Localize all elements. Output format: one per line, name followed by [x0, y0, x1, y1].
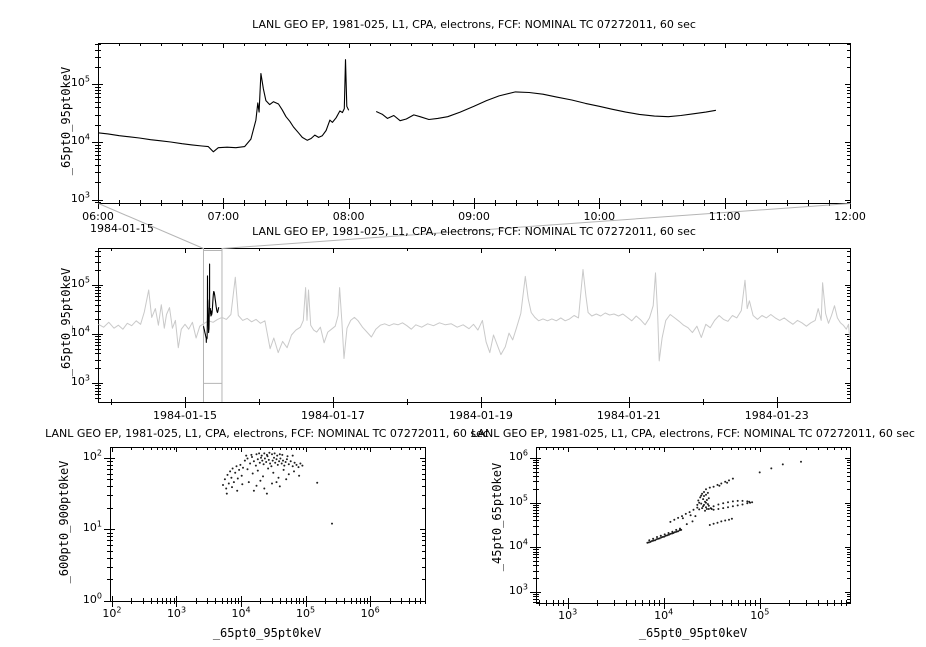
x-tick-label-flux: $10^5$ [296, 605, 316, 620]
y-tick-label-flux: $10^5$ [508, 493, 528, 508]
x-tick-label-date: 1984-01-23 [744, 409, 809, 422]
context-zoom-box[interactable] [203, 248, 221, 402]
x-tick-label-date: 1984-01-15 [153, 409, 217, 422]
panel-title-scatter-left: LANL GEO EP, 1981-025, L1, CPA, electrons, FCF: NOMINAL TC 07272011, 60 sec [45, 427, 489, 440]
y-axis-label-scatter-right: _45pt0_65pt0keV [490, 462, 504, 572]
x-tick-label-flux: $10^2$ [102, 605, 122, 620]
y-tick-label-flux: $10^0$ [82, 591, 102, 606]
context-highlight-series [210, 292, 218, 317]
panel-title-context: LANL GEO EP, 1981-025, L1, CPA, electrons, FCF: NOMINAL TC 07272011, 60 sec [252, 225, 696, 238]
y-tick-label-flux: $10^5$ [70, 74, 90, 90]
x-axis-date-label: 1984-01-15 [90, 222, 154, 235]
y-axis-label-context: _65pt0_95pt0keV [59, 267, 73, 377]
x-tick-label-flux: $10^3$ [558, 607, 578, 622]
flux-series-segment [98, 60, 349, 152]
y-tick-label-flux: $10^6$ [508, 448, 528, 464]
x-tick-label-time: 08:00 [332, 210, 365, 223]
x-tick-label-date: 1984-01-17 [300, 409, 365, 422]
x-tick-label-flux: $10^4$ [231, 605, 251, 620]
x-tick-label-time: 10:00 [583, 210, 616, 223]
x-tick-label-flux: $10^5$ [750, 607, 770, 622]
y-tick-label-flux: $10^4$ [70, 324, 90, 340]
x-tick-label-flux: $10^4$ [654, 607, 674, 622]
x-tick-label-date: 1984-01-19 [448, 409, 513, 422]
x-tick-label-time: 09:00 [458, 210, 490, 223]
x-tick-label-time: 11:00 [708, 210, 741, 223]
x-tick-label-flux: $10^3$ [166, 605, 187, 620]
y-tick-label-flux: $10^4$ [508, 537, 528, 553]
x-tick-label-time: 12:00 [834, 210, 866, 223]
y-tick-label-flux: $10^2$ [82, 448, 102, 463]
top-panel-frame [92, 43, 851, 209]
flux-series-segment [376, 92, 716, 121]
br-scatter-points [646, 461, 802, 544]
x-tick-label-time: 07:00 [207, 210, 240, 223]
y-tick-label-flux: $10^4$ [70, 132, 90, 147]
panel-title-top: LANL GEO EP, 1981-025, L1, CPA, electrons, FCF: NOMINAL TC 07272011, 60 sec [252, 18, 696, 31]
y-tick-label-flux: $10^3$ [70, 373, 90, 388]
context-highlight-series [204, 264, 210, 342]
y-axis-label-top: _65pt0_95pt0keV [59, 66, 73, 176]
x-tick-label-time: 06:00 [82, 210, 114, 223]
mid-panel-frame [92, 248, 851, 408]
x-tick-label-date: 1984-01-21 [596, 409, 661, 422]
y-axis-label-scatter-left: _600pt0_900pt0keV [57, 460, 71, 584]
y-tick-label-flux: $10^3$ [70, 189, 90, 205]
x-tick-label-flux: $10^6$ [360, 605, 380, 620]
panel-title-scatter-right: LANL GEO EP, 1981-025, L1, CPA, electrons, FCF: NOMINAL TC 07272011, 60 sec [471, 427, 915, 440]
bl-scatter-points [222, 452, 333, 525]
y-tick-label-flux: $10^3$ [508, 582, 528, 597]
bl-panel-frame [104, 447, 426, 607]
br-panel-frame [530, 447, 851, 609]
x-axis-label-scatter-right: _65pt0_95pt0keV [638, 626, 748, 640]
y-tick-label-flux: $10^5$ [70, 275, 90, 291]
x-axis-label-scatter-left: _65pt0_95pt0keV [212, 626, 322, 640]
y-tick-label-flux: $10^1$ [82, 519, 102, 535]
